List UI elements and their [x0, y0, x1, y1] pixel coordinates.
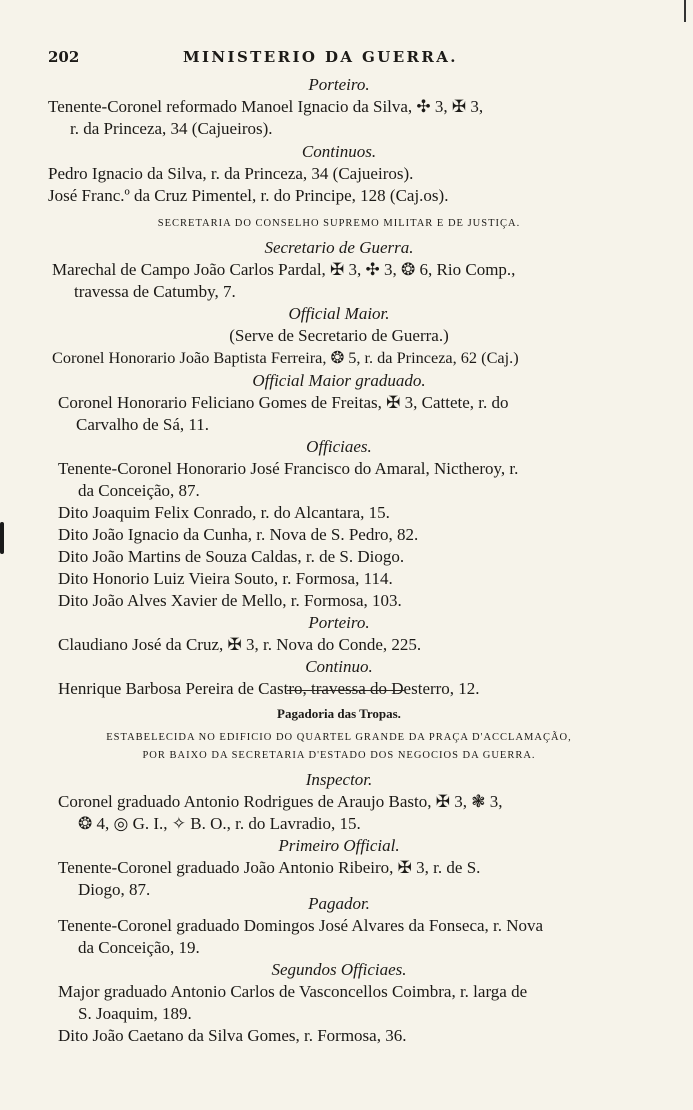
entry-line: Claudiano José da Cruz, ✠ 3, r. Nova do Conde, 225. — [58, 635, 422, 654]
page-edge-mark — [684, 0, 686, 22]
entry-line: Diogo, 87. — [78, 880, 151, 899]
page-number: 202 — [48, 48, 80, 66]
note-line: (Serve de Secretario de Guerra.) — [229, 326, 449, 345]
section-heading-continuo: Continuo. — [305, 657, 373, 676]
entry-line: Tenente-Coronel graduado Domingos José Alvares da Fonseca, r. Nova — [58, 916, 544, 935]
entry-line: José Franc.º da Cruz Pimentel, r. do Principe, 128 (Caj.os). — [48, 186, 449, 205]
section-heading-porteiro: Porteiro. — [308, 75, 370, 94]
entry-line: travessa de Catumby, 7. — [74, 282, 236, 301]
entry-line: S. Joaquim, 189. — [78, 1004, 192, 1023]
section-heading-officiaes: Officiaes. — [306, 437, 372, 456]
section-divider — [287, 690, 405, 691]
section-title-conselho: SECRETARIA DO CONSELHO SUPREMO MILITAR E DE JUSTIÇA. — [157, 218, 521, 229]
entry-line: Dito João Ignacio da Cunha, r. Nova de S. Pedro, 82. — [58, 525, 419, 544]
entry-line: Dito Honorio Luiz Vieira Souto, r. Formosa, 114. — [58, 569, 393, 588]
page-header — [48, 48, 628, 70]
ink-smudge — [0, 522, 4, 554]
entry-line: Tenente-Coronel reformado Manoel Ignacio da Silva, ✣ 3, ✠ 3, — [48, 97, 484, 116]
section-heading-official-maior: Official Maior. — [288, 304, 390, 323]
entry-line: da Conceição, 19. — [78, 938, 200, 957]
entry-line: Dito Joaquim Felix Conrado, r. do Alcantara, 15. — [58, 503, 390, 522]
section-heading-secretario: Secretario de Guerra. — [264, 238, 414, 257]
entry-line: Dito João Alves Xavier de Mello, r. Formosa, 103. — [58, 591, 402, 610]
section-heading-continuos: Continuos. — [301, 142, 377, 161]
entry-line: Carvalho de Sá, 11. — [76, 415, 209, 434]
section-heading-segundos: Segundos Officiaes. — [271, 960, 407, 979]
entry-line: Henrique Barbosa Pereira de Castro, travessa do Desterro, 12. — [58, 679, 480, 698]
entry-line: Coronel Honorario João Baptista Ferreira, ❂ 5, r. da Princeza, 62 (Caj.) — [52, 348, 519, 367]
entry-line: Tenente-Coronel graduado João Antonio Ribeiro, ✠ 3, r. de S. — [58, 858, 481, 877]
section-heading-porteiro: Porteiro. — [308, 613, 370, 632]
entry-line: Pedro Ignacio da Silva, r. da Princeza, 34 (Cajueiros). — [48, 164, 414, 183]
entry-line: Marechal de Campo João Carlos Pardal, ✠ 3, ✣ 3, ❂ 6, Rio Comp., — [52, 260, 516, 279]
entry-line: Coronel graduado Antonio Rodrigues de Araujo Basto, ✠ 3, ❃ 3, — [58, 792, 503, 811]
entry-line: Coronel Honorario Feliciano Gomes de Freitas, ✠ 3, Cattete, r. do — [58, 393, 509, 412]
entry-line: da Conceição, 87. — [78, 481, 200, 500]
entry-line: Major graduado Antonio Carlos de Vasconcellos Coimbra, r. larga de — [58, 982, 528, 1001]
section-heading-pagador: Pagador. — [308, 894, 370, 913]
section-heading-official-graduado: Official Maior graduado. — [252, 371, 426, 390]
note-line: ESTABELECIDA NO EDIFICIO DO QUARTEL GRANDE DA PRAÇA D'ACCLAMAÇÃO, — [106, 732, 572, 743]
entry-line: ❂ 4, ◎ G. I., ✧ B. O., r. do Lavradio, 15. — [78, 814, 361, 833]
section-heading-inspector: Inspector. — [305, 770, 373, 789]
note-line: POR BAIXO DA SECRETARIA D'ESTADO DOS NEGOCIOS DA GUERRA. — [142, 750, 536, 761]
running-title: MINISTERIO DA GUERRA. — [183, 48, 458, 66]
entry-line: Dito João Martins de Souza Caldas, r. de S. Diogo. — [58, 547, 405, 566]
entry-line: Tenente-Coronel Honorario José Francisco do Amaral, Nictheroy, r. — [58, 459, 519, 478]
section-title-pagadoria: Pagadoria das Tropas. — [277, 706, 401, 721]
entry-line: Dito João Caetano da Silva Gomes, r. Formosa, 36. — [58, 1026, 407, 1045]
entry-line: r. da Princeza, 34 (Cajueiros). — [70, 119, 273, 138]
section-heading-primeiro-official: Primeiro Official. — [278, 836, 400, 855]
